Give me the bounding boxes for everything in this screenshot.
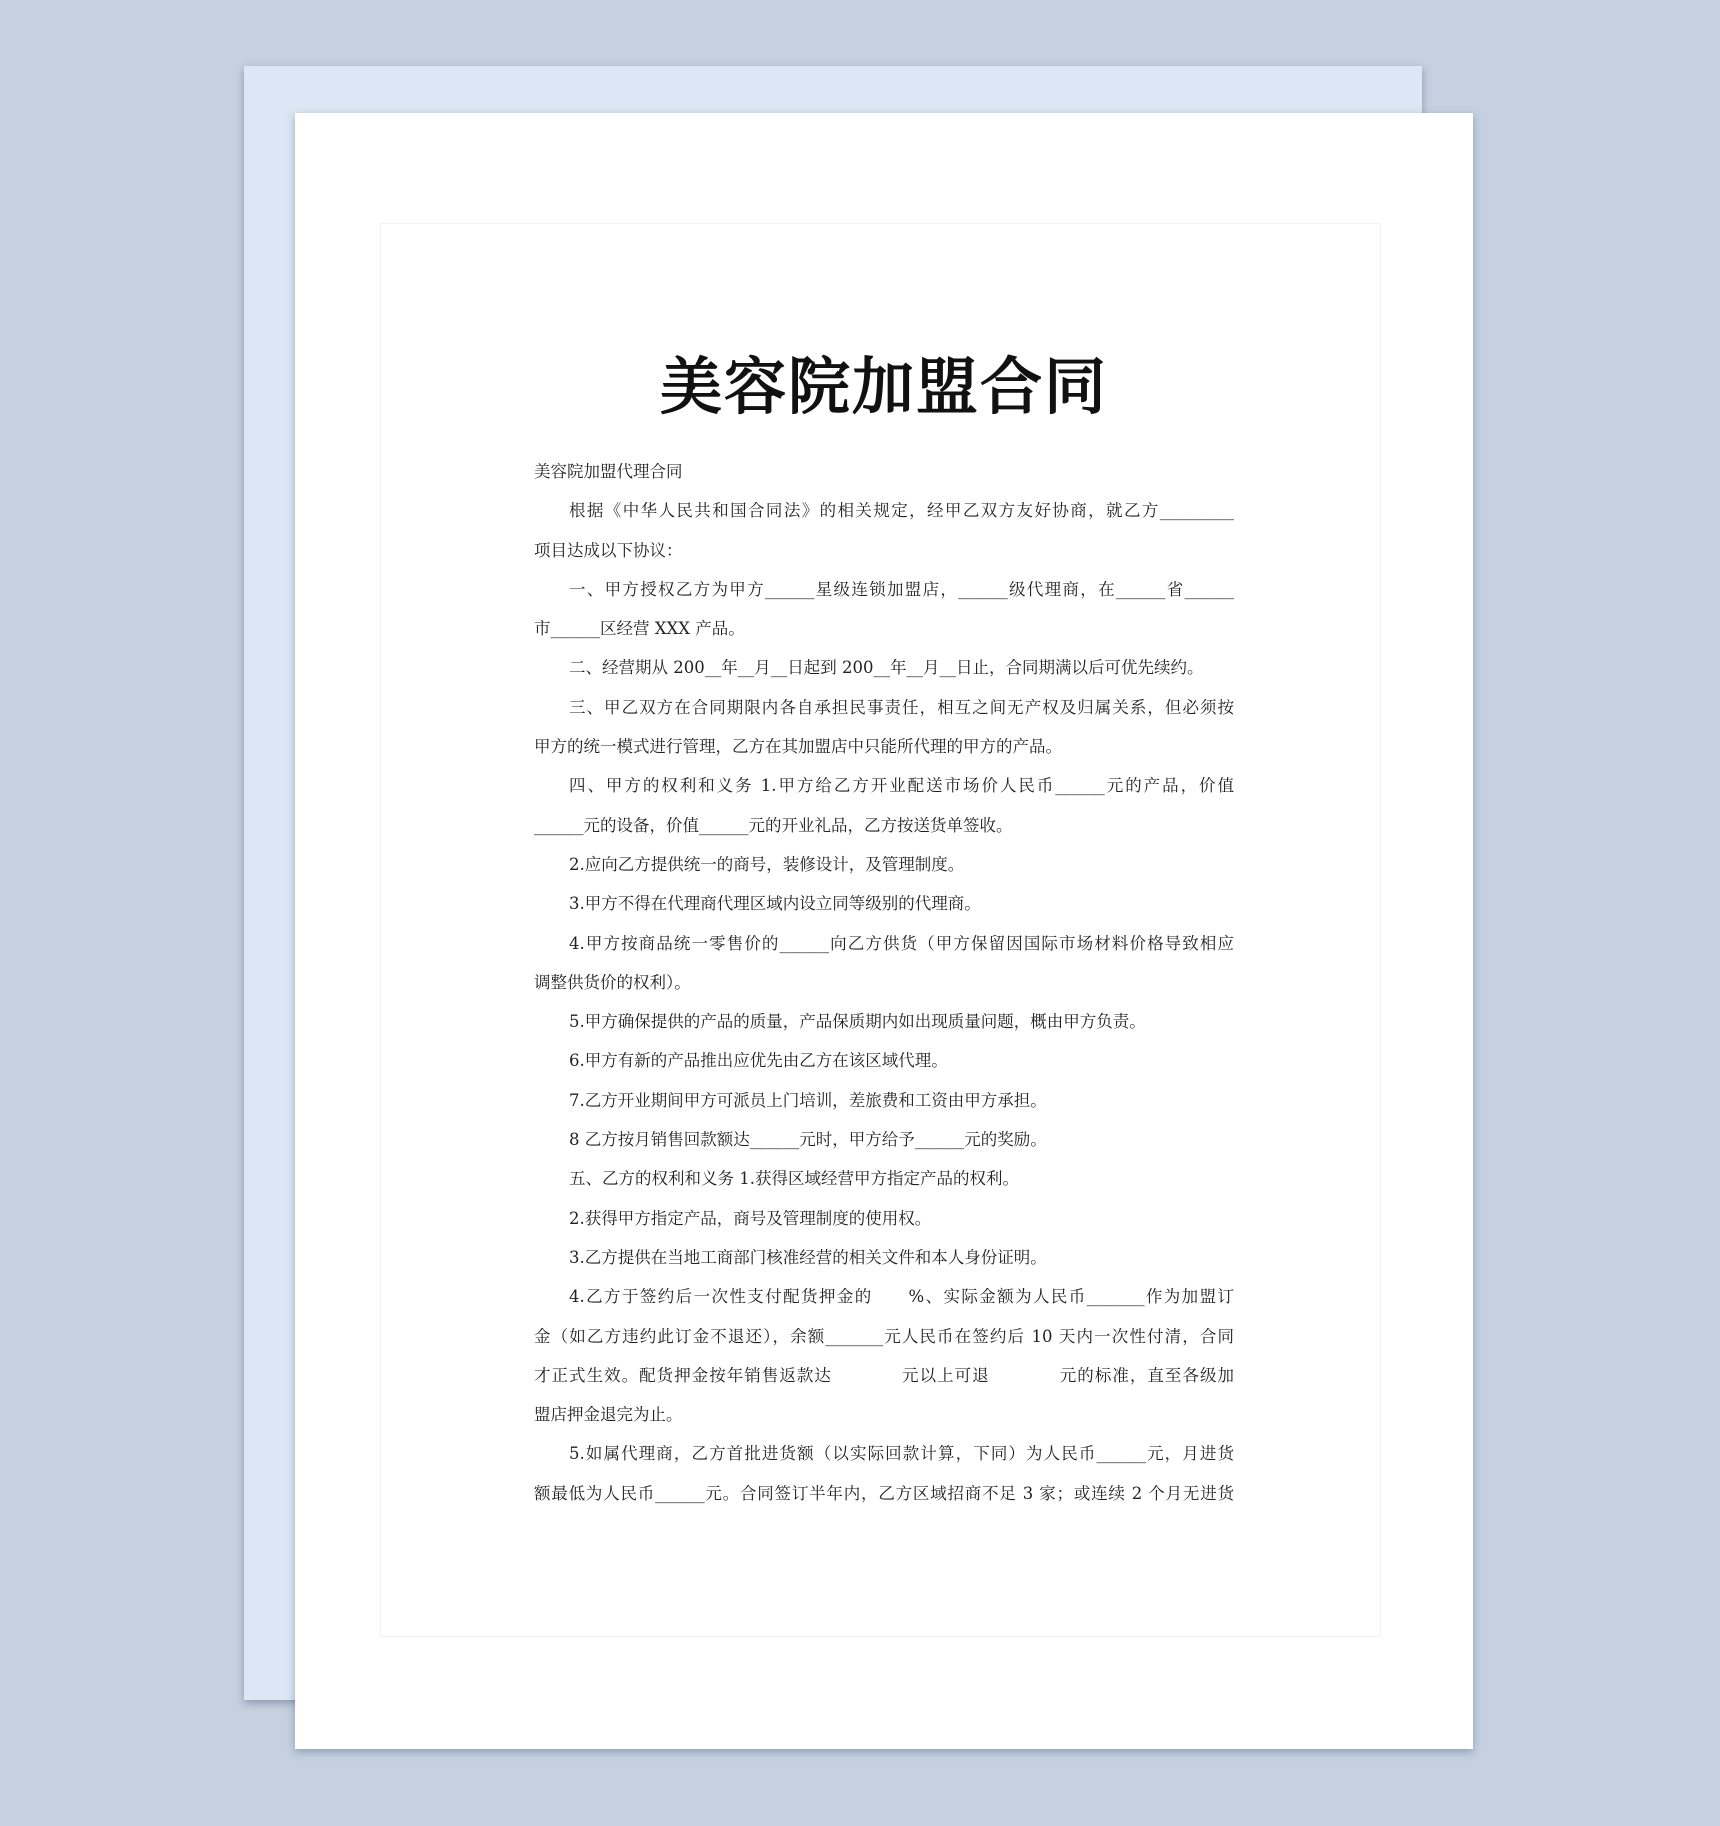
document-line: ______元的设备，价值______元的开业礼品，乙方按送货单签收。 — [534, 815, 1013, 835]
document-line: 额最低为人民币______元。合同签订半年内，乙方区域招商不足 3 家；或连续 2 个月无进货 — [534, 1483, 1234, 1503]
document-line: 7.乙方开业期间甲方可派员上门培训，差旅费和工资由甲方承担。 — [569, 1090, 1047, 1110]
document-line: 8 乙方按月销售回款额达______元时，甲方给予______元的奖励。 — [569, 1130, 1047, 1150]
document-line: 3.甲方不得在代理商代理区域内设立同等级别的代理商。 — [569, 894, 981, 914]
document-line: 才正式生效。配货押金按年销售返款达 元以上可退 元的标准，直至各级加 — [534, 1365, 1234, 1385]
document-line: 项目达成以下协议： — [534, 540, 683, 560]
document-title: 美容院加盟合同 — [659, 350, 1108, 423]
document-line: 美容院加盟代理合同 — [534, 462, 683, 481]
document-body — [534, 452, 1234, 1513]
document-line: 市______区经营 XXX 产品。 — [534, 619, 745, 639]
document-line: 三、甲乙双方在合同期限内各自承担民事责任，相互之间无产权及归属关系，但必须按 — [569, 697, 1234, 717]
document-line: 二、经营期从 200__年__月__日起到 200__年__月__日止，合同期满以后可优先续约。 — [569, 658, 1204, 678]
document-line: 5.如属代理商，乙方首批进货额（以实际回款计算，下同）为人民币______元，月进货 — [569, 1444, 1234, 1464]
document-line: 2.获得甲方指定产品，商号及管理制度的使用权。 — [569, 1208, 932, 1228]
document-line: 3.乙方提供在当地工商部门核准经营的相关文件和本人身份证明。 — [569, 1247, 1047, 1267]
document-line: 金（如乙方违约此订金不退还），余额_______元人民币在签约后 10 天内一次性付清，合同 — [534, 1326, 1234, 1346]
document-line: 2.应向乙方提供统一的商号，装修设计，及管理制度。 — [569, 854, 965, 874]
document-line: 调整供货价的权利）。 — [534, 972, 691, 992]
document-line: 一、甲方授权乙方为甲方______星级连锁加盟店，______级代理商，在______省______ — [569, 579, 1234, 599]
document-page — [295, 113, 1473, 1749]
document-line: 4.甲方按商品统一零售价的______向乙方供货（甲方保留因国际市场材料价格导致相应 — [569, 933, 1234, 953]
document-line: 根据《中华人民共和国合同法》的相关规定，经甲乙双方友好协商，就乙方_________ — [569, 501, 1234, 521]
document-line: 6.甲方有新的产品推出应优先由乙方在该区域代理。 — [569, 1051, 948, 1071]
document-line: 四、甲方的权利和义务 1.甲方给乙方开业配送市场价人民币______元的产品，价值 — [569, 776, 1234, 796]
document-line: 4.乙方于签约后一次性支付配货押金的 %、实际金额为人民币_______作为加盟订 — [569, 1287, 1234, 1307]
document-line: 甲方的统一模式进行管理，乙方在其加盟店中只能所代理的甲方的产品。 — [534, 737, 1062, 757]
document-line: 5.甲方确保提供的产品的质量，产品保质期内如出现质量问题，概由甲方负责。 — [569, 1012, 1146, 1032]
document-line: 五、乙方的权利和义务 1.获得区域经营甲方指定产品的权利。 — [569, 1169, 1019, 1189]
document-line: 盟店押金退完为止。 — [534, 1405, 683, 1425]
